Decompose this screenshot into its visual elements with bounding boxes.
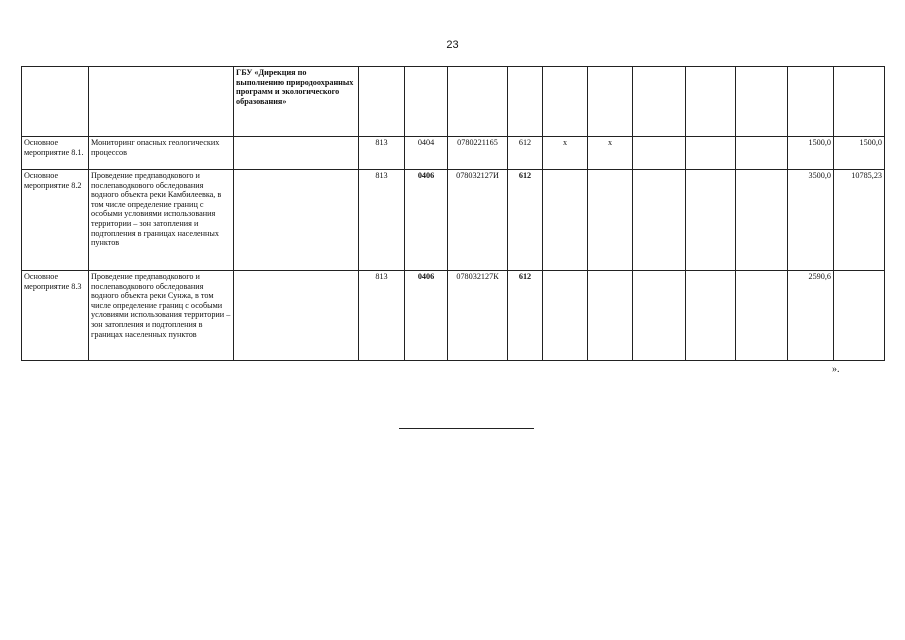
cell-col13: 3500,0	[788, 170, 834, 271]
cell-name: Проведение предпаводкового и послепаводкового обследования водного объекта реки Сунжа, в том числе определение границ с особыми условиями использования территории – зон затопления и подтопления в границах населенных пунктов	[89, 271, 234, 361]
cell-col9	[588, 67, 633, 137]
cell-code: Основное мероприятие 8.2	[22, 170, 89, 271]
cell-col11	[686, 137, 736, 170]
cell-col13	[788, 67, 834, 137]
cell-executor	[234, 137, 359, 170]
cell-col12	[736, 271, 788, 361]
cell-col11	[686, 170, 736, 271]
table-row-header	[22, 67, 885, 137]
cell-col8	[543, 67, 588, 137]
closing-quote: ».	[832, 364, 840, 375]
table-row	[22, 170, 885, 271]
cell-col10	[633, 67, 686, 137]
cell-col8	[543, 170, 588, 271]
cell-col9	[588, 170, 633, 271]
cell-vr: 612	[508, 137, 543, 170]
budget-table	[21, 66, 885, 361]
cell-col14: 10785,23	[834, 170, 885, 271]
cell-col11	[686, 271, 736, 361]
cell-executor	[234, 271, 359, 361]
cell-col12	[736, 67, 788, 137]
table-row	[22, 137, 885, 170]
cell-col11	[686, 67, 736, 137]
cell-code: Основное мероприятие 8.3	[22, 271, 89, 361]
cell-csr: 078032127К	[448, 271, 508, 361]
cell-col10	[633, 271, 686, 361]
cell-col8: х	[543, 137, 588, 170]
cell-col12	[736, 170, 788, 271]
cell-executor	[234, 170, 359, 271]
cell-executor: ГБУ «Дирекция по выполнению природоохранных программ и экологического образования»	[234, 67, 359, 137]
cell-rzpr: 0404	[405, 137, 448, 170]
cell-rzpr: 0406	[405, 271, 448, 361]
cell-col14	[834, 67, 885, 137]
cell-col12	[736, 137, 788, 170]
cell-col10	[633, 170, 686, 271]
cell-col9: х	[588, 137, 633, 170]
cell-grbs: 813	[359, 137, 405, 170]
cell-grbs	[359, 67, 405, 137]
cell-col13: 1500,0	[788, 137, 834, 170]
cell-grbs: 813	[359, 170, 405, 271]
footer-divider	[399, 428, 534, 429]
cell-name: Проведение предпаводкового и послепаводкового обследования водного объекта реки Камбилеевка, в том числе определение границ с особыми условиями использования территории – зон затопления и подтопления в границах населенных пунктов	[89, 170, 234, 271]
table-row	[22, 271, 885, 361]
cell-vr	[508, 67, 543, 137]
cell-col8	[543, 271, 588, 361]
cell-name: Мониторинг опасных геологических процессов	[89, 137, 234, 170]
cell-code: Основное мероприятие 8.1.	[22, 137, 89, 170]
cell-grbs: 813	[359, 271, 405, 361]
cell-rzpr	[405, 67, 448, 137]
cell-code	[22, 67, 89, 137]
cell-col14	[834, 271, 885, 361]
cell-col10	[633, 137, 686, 170]
cell-vr: 612	[508, 170, 543, 271]
page-number: 23	[446, 39, 459, 51]
cell-rzpr: 0406	[405, 170, 448, 271]
cell-col9	[588, 271, 633, 361]
cell-col14: 1500,0	[834, 137, 885, 170]
cell-csr	[448, 67, 508, 137]
cell-vr: 612	[508, 271, 543, 361]
cell-csr: 0780221165	[448, 137, 508, 170]
cell-csr: 078032127И	[448, 170, 508, 271]
cell-col13: 2590,6	[788, 271, 834, 361]
cell-name	[89, 67, 234, 137]
